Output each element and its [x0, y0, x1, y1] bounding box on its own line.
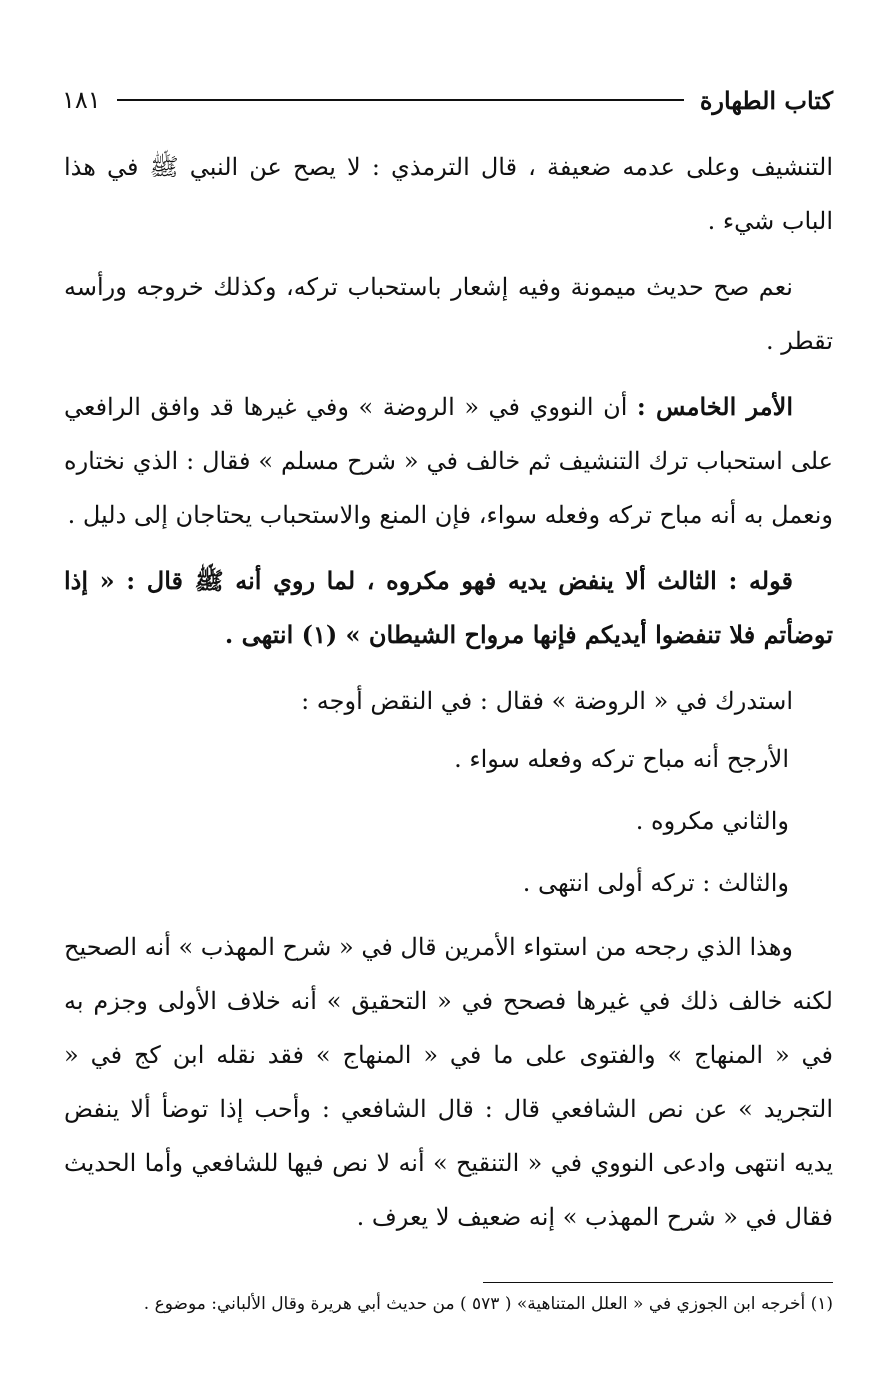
final-paragraph: وهذا الذي رجحه من استواء الأمرين قال في « شرح المهذب » أنه الصحيح لكنه خالف ذلك في غيرها فصحح في « التحقيق » أنه خلاف الأولى وجزم به في « المنهاج » والفتوى على ما في « المنهاج » فقد نقله ابن كج في « التجريد » عن نص الشافعي قال : قال الشافعي : وأحب إذا توضأ ألا ينفض يديه انتهى وادعى النووي في « التنقيح » أنه لا نص فيها للشافعي وأما الحديث فقال في « شرح المهذب » إنه ضعيف لا يعرف . [64, 933, 833, 1231]
footnote-divider [483, 1282, 833, 1283]
opinions-list [64, 728, 789, 914]
quoted-statement: قوله : الثالث ألا ينفض يديه فهو مكروه ، لما روي أنه ﷺ قال : « إذا توضأتم فلا تنفضوا أيديكم فإنها مرواح الشيطان » (١) انتهى . [64, 566, 833, 649]
header-divider [117, 99, 684, 101]
list-item: والثالث : تركه أولى انتهى . [522, 869, 789, 897]
page-header [62, 80, 833, 120]
paragraph-1: التنشيف وعلى عدمه ضعيفة ، قال الترمذي : لا يصح عن النبي ﷺ في هذا الباب شيء . [64, 153, 833, 235]
main-text [64, 140, 833, 1256]
paragraph-5: استدرك في « الروضة » فقال : في النقض أوجه : [301, 687, 793, 715]
list-item: الأرجح أنه مباح تركه وفعله سواء . [454, 745, 789, 773]
page-number: ١٨١ [62, 86, 101, 114]
footnote: (١) أخرجه ابن الجوزي في « العلل المتناهية» ( ٥٧٣ ) من حديث أبي هريرة وقال الألباني: موضوع . [143, 1294, 833, 1314]
list-item: والثاني مكروه . [635, 807, 789, 835]
chapter-title: كتاب الطهارة [699, 85, 833, 115]
paragraph-3 [64, 380, 833, 542]
paragraph-3-lead: الأمر الخامس : [636, 392, 793, 421]
paragraph-2: نعم صح حديث ميمونة وفيه إشعار باستحباب تركه، وكذلك خروجه ورأسه تقطر . [64, 273, 833, 355]
paragraph-3-text: أن النووي في « الروضة » وفي غيرها قد وافق الرافعي على استحباب ترك التنشيف ثم خالف في « شرح مسلم » فقال : الذي نختاره ونعمل به أنه مباح تركه وفعله سواء، فإن المنع والاستحباب يحتاجان إلى دليل . [64, 393, 833, 529]
